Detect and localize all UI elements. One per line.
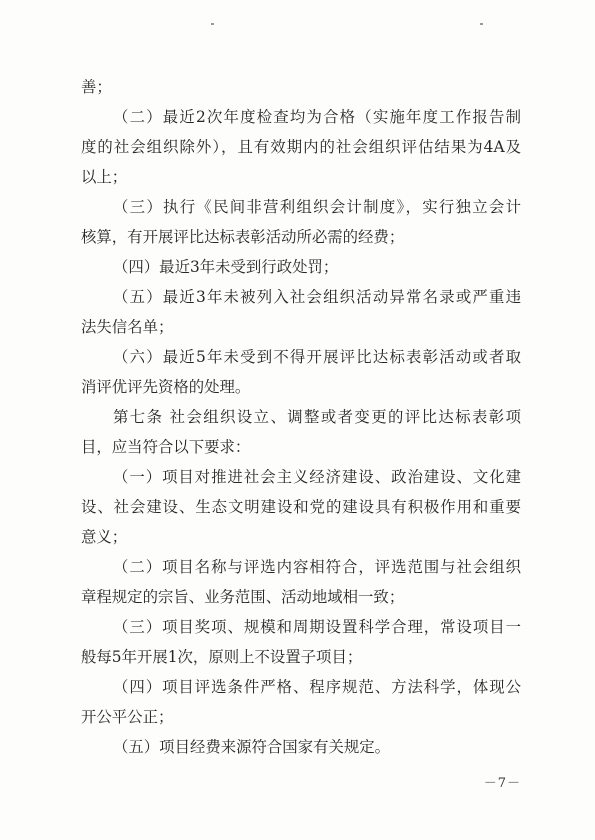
text-line: 法失信名单； [81,318,174,336]
text-line: （二）项目名称与评选内容相符合，评选范围与社会组织 [113,558,521,576]
text-line: 核算，有开展评比达标表彰活动所必需的经费； [81,228,405,246]
text-line: 消评优评先资格的处理。 [81,378,251,396]
page-number: －7－ [483,776,521,791]
text-line: （六）最近5年未受到不得开展评比达标表彰活动或者取 [113,348,521,366]
text-line: 设、社会建设、生态文明建设和党的建设具有积极作用和重要 [81,498,521,516]
text-line: （五）项目经费来源符合国家有关规定。 [113,738,391,756]
text-line: 般每5年开展1次，原则上不设置子项目； [81,648,363,666]
text-line: 开公平公正； [81,708,174,726]
text-line: （三）执行《民间非营利组织会计制度》，实行独立会计 [113,198,521,216]
text-line: 章程规定的宗旨、业务范围、活动地域相一致； [81,588,405,606]
text-line: （一）项目对推进社会主义经济建设、政治建设、文化建 [113,468,521,486]
text-line: 度的社会组织除外），且有效期内的社会组织评估结果为4A及 [81,138,521,156]
text-line: 目，应当符合以下要求： [81,438,251,456]
text-line: （四）项目评选条件严格、程序规范、方法科学，体现公 [113,678,521,696]
text-line: 以上； [81,168,128,186]
text-line: （二）最近2次年度检查均为合格（实施年度工作报告制 [113,108,521,126]
text-line: （三）项目奖项、规模和周期设置科学合理，常设项目一 [113,618,521,636]
text-line: 善； [81,78,112,96]
article-heading-line: 第七条 社会组织设立、调整或者变更的评比达标表彰项 [113,408,521,426]
scan-mark [480,23,483,25]
text-line: 意义； [81,528,128,546]
scan-mark [211,23,214,25]
text-line: （五）最近3年未被列入社会组织活动异常名录或严重违 [113,288,521,306]
text-line: （四）最近3年未受到行政处罚； [113,258,339,276]
